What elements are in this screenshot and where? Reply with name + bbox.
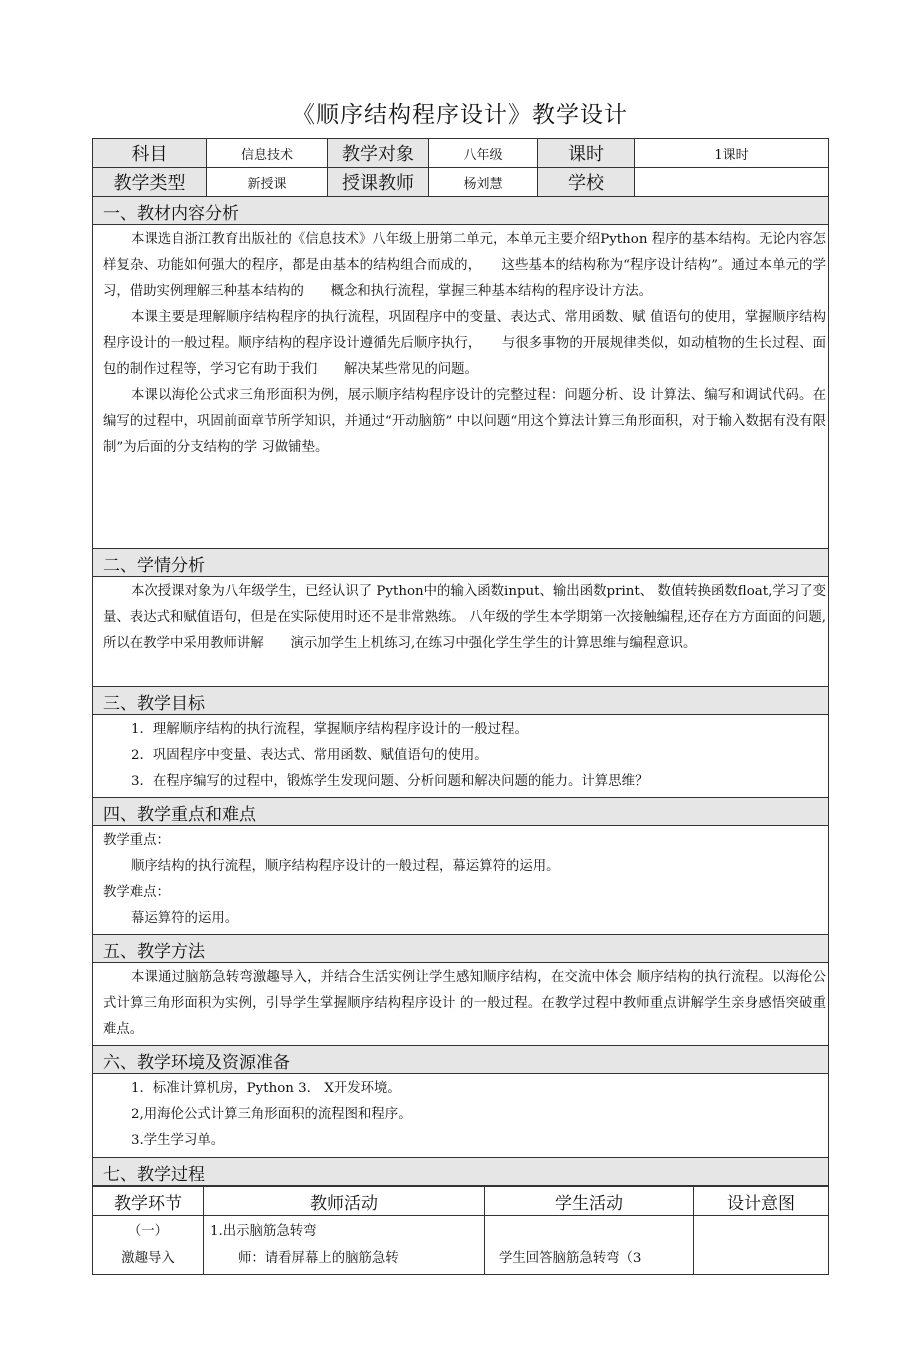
section-body-objectives [93, 715, 829, 798]
audience-value: 八年级 [429, 139, 538, 168]
subject-label: 科目 [93, 139, 207, 168]
col-intent: 设计意图 [694, 1187, 829, 1216]
material-paragraph: 本课以海伦公式求三角形面积为例，展示顺序结构程序设计的完整过程：问题分析、设 计算法、编写和调试代码。在编写的过程中，巩固前面章节所学知识，并通过“开动脑筋” 中以问题“用这个算法计算三角形面积，对于输入数据有没有限制”为后面的分支结构的学 习做铺垫。 [103, 388, 826, 455]
design-intent-cell [694, 1216, 829, 1275]
col-stage: 教学环节 [93, 1187, 204, 1216]
process-table [92, 1186, 829, 1275]
section-body-keypoints [93, 826, 829, 935]
material-paragraph: 本课选自浙江教育出版社的《信息技术》八年级上册第二单元，本单元主要介绍Python 程序的基本结构。无论内容怎样复杂、功能如何强大的程序，都是由基本的结构组合而成的， 这些基本的结构称为“程序设计结构”。通过本单元的学习，借助实例理解三种基本结构的 概念和执行流程，掌握三种基本结构的程序设计方法。 [103, 232, 826, 299]
type-value: 新授课 [207, 168, 328, 197]
type-label: 教学类型 [93, 168, 207, 197]
teacher-activity-cell [204, 1216, 485, 1275]
student-activity-cell [485, 1216, 694, 1275]
key-label: 教学重点： [103, 833, 170, 848]
resource-item: 2,用海伦公式计算三角形面积的流程图和程序。 [131, 1107, 412, 1122]
section-body-resources [93, 1074, 829, 1158]
material-paragraph: 本课主要是理解顺序结构程序的执行流程，巩固程序中的变量、表达式、常用函数、赋 值语句的使用，掌握顺序结构程序设计的一般过程。顺序结构的程序设计遵循先后顺序执行， 与很多事物的开展规律类似，如动植物的生长过程、面包的制作过程等，学习它有助于我们 解决某些常见的问题。 [103, 310, 826, 377]
difficulty-label: 教学难点： [103, 885, 170, 900]
difficulty-text: 幕运算符的运用。 [131, 911, 239, 926]
section-heading-material: 一、教材内容分析 [93, 197, 829, 225]
teacher-label: 授课教师 [328, 168, 429, 197]
teacher-value: 杨刘慧 [429, 168, 538, 197]
learners-paragraph: 本次授课对象为八年级学生，已经认识了 Python中的输入函数input、输出函数print、 数值转换函数float,学习了变量、表达式和赋值语句，但是在实际使用时还不是非常熟练。 八年级的学生本学期第一次接触编程,还存在方方面面的问题,所以在教学中采用教师讲解 演示加学生上机练习,在练习中强化学生学生的计算思维与编程意识。 [103, 584, 826, 651]
key-text: 顺序结构的执行流程，顺序结构程序设计的一般过程，幕运算符的运用。 [131, 859, 560, 874]
school-label: 学校 [538, 168, 635, 197]
document-title: 《顺序结构程序设计》教学设计 [292, 102, 628, 128]
stage-number: （一） [127, 1224, 169, 1239]
school-value [635, 168, 829, 197]
resource-item: 3.学生学习单。 [131, 1133, 225, 1148]
hours-value: 1课时 [635, 139, 829, 168]
objective-item: 2．巩固程序中变量、表达式、常用函数、赋值语句的使用。 [131, 748, 488, 763]
subject-value: 信息技术 [207, 139, 328, 168]
section-body-learners [93, 577, 829, 687]
objective-item: 1．理解顺序结构的执行流程，掌握顺序结构程序设计的一般过程。 [131, 722, 528, 737]
stage-cell [93, 1216, 204, 1275]
audience-label: 教学对象 [328, 139, 429, 168]
section-heading-objectives: 三、教学目标 [93, 687, 829, 715]
section-heading-methods: 五、教学方法 [93, 935, 829, 963]
col-teacher: 教师活动 [204, 1187, 485, 1216]
section-heading-learners: 二、学情分析 [93, 549, 829, 577]
section-body-methods [93, 963, 829, 1046]
section-body-material [93, 225, 829, 549]
student-activity-text: 学生回答脑筋急转弯（3 [499, 1251, 642, 1266]
methods-paragraph: 本课通过脑筋急转弯激趣导入，并结合生活实例让学生感知顺序结构，在交流中体会 顺序结构的执行流程。以海伦公式计算三角形面积为实例，引导学生掌握顺序结构程序设计 的一般过程。在教学过程中教师重点讲解学生亲身感悟突破重难点。 [103, 970, 826, 1037]
section-heading-resources: 六、教学环境及资源准备 [93, 1046, 829, 1074]
teacher-activity-line: 师：请看屏幕上的脑筋急转 [238, 1251, 399, 1266]
hours-label: 课时 [538, 139, 635, 168]
section-heading-keypoints: 四、教学重点和难点 [93, 798, 829, 826]
teacher-activity-line: 1.出示脑筋急转弯 [210, 1224, 317, 1239]
resource-item: 1．标准计算机房，Python 3． X开发环境。 [131, 1081, 401, 1096]
objective-item: 3．在程序编写的过程中，锻炼学生发现问题、分析问题和解决问题的能力。计算思维？ [131, 774, 649, 789]
stage-name: 激趣导入 [121, 1251, 175, 1266]
section-heading-process: 七、教学过程 [93, 1158, 829, 1186]
col-student: 学生活动 [485, 1187, 694, 1216]
lesson-plan-table [92, 138, 828, 1275]
